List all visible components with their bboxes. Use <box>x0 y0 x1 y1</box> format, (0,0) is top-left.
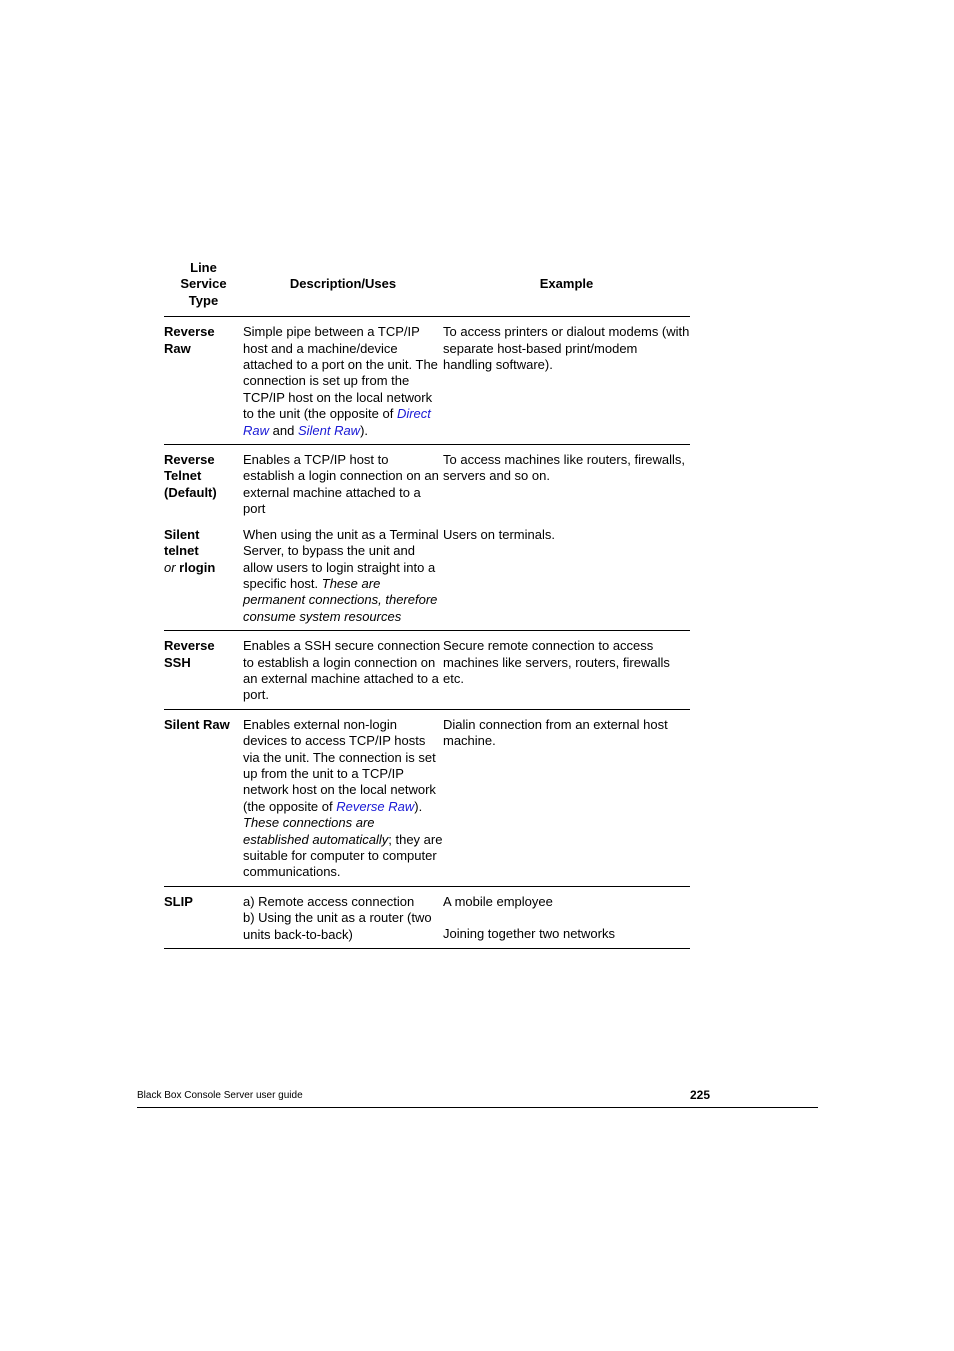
type-cell: SLIP <box>164 886 243 948</box>
description-cell: Enables external non-login devices to access TCP/IP hosts via the unit. The connection is set up from the unit to a TCP/IP network host on the local network (the opposite of Reverse Raw). These connections are established automatically; they are suitable for computer to computer communications. <box>243 709 443 886</box>
type-cell: Reverse Raw <box>164 317 243 445</box>
direct-raw-link[interactable]: Direct Raw <box>243 406 431 438</box>
footer-divider <box>137 1107 818 1108</box>
table-row-reverse-raw <box>164 317 690 445</box>
example-cell: A mobile employee Joining together two networks <box>443 886 690 948</box>
header-line-service-type: Line Service Type <box>164 258 243 317</box>
reverse-raw-link[interactable]: Reverse Raw <box>336 798 415 814</box>
table-row-silent-raw <box>164 709 690 886</box>
description-cell: a) Remote access connection b) Using the unit as a router (two units back-to-back) <box>243 886 443 948</box>
example-cell: Secure remote connection to access machines like servers, routers, firewalls etc. <box>443 631 690 710</box>
table-header-row <box>164 258 690 317</box>
page-number: 225 <box>690 1088 711 1102</box>
type-cell: Reverse SSH <box>164 631 243 710</box>
header-example: Example <box>443 258 690 317</box>
example-cell: To access machines like routers, firewalls, servers and so on. <box>443 452 686 484</box>
table-row-reverse-telnet <box>164 445 690 522</box>
table-row-silent-telnet <box>164 522 690 631</box>
description-cell: Enables a SSH secure connection to establish a login connection on an external machine attached to a port. <box>243 631 443 710</box>
silent-raw-link[interactable]: Silent Raw <box>297 422 361 438</box>
header-description: Description/Uses <box>243 258 443 317</box>
example-cell: Users on terminals. <box>443 522 690 631</box>
description-cell: Enables a TCP/IP host to establish a login connection on an external machine attached to a port <box>243 452 439 517</box>
footer-guide-title: Black Box Console Server user guide <box>137 1090 303 1101</box>
description-cell: When using the unit as a Terminal Server, to bypass the unit and allow users to login straight into a specific host. These are permanent connections, therefore consume system resources <box>243 522 443 631</box>
line-service-table <box>164 258 690 949</box>
type-cell: Silent Raw <box>164 709 243 886</box>
example-cell: To access printers or dialout modems (with separate host-based print/modem handling software). <box>443 317 690 445</box>
type-cell: Reverse Telnet (Default) <box>164 452 217 500</box>
type-cell: Silent telnet or rlogin <box>164 522 243 631</box>
table-row-slip <box>164 886 690 948</box>
description-cell: Simple pipe between a TCP/IP host and a machine/device attached to a port on the unit. The connection is set up from the TCP/IP host on the local network to the unit (the opposite of Direct Raw and Silent Raw). <box>243 317 443 445</box>
table-row-reverse-ssh <box>164 631 690 710</box>
example-cell: Dialin connection from an external host machine. <box>443 709 690 886</box>
